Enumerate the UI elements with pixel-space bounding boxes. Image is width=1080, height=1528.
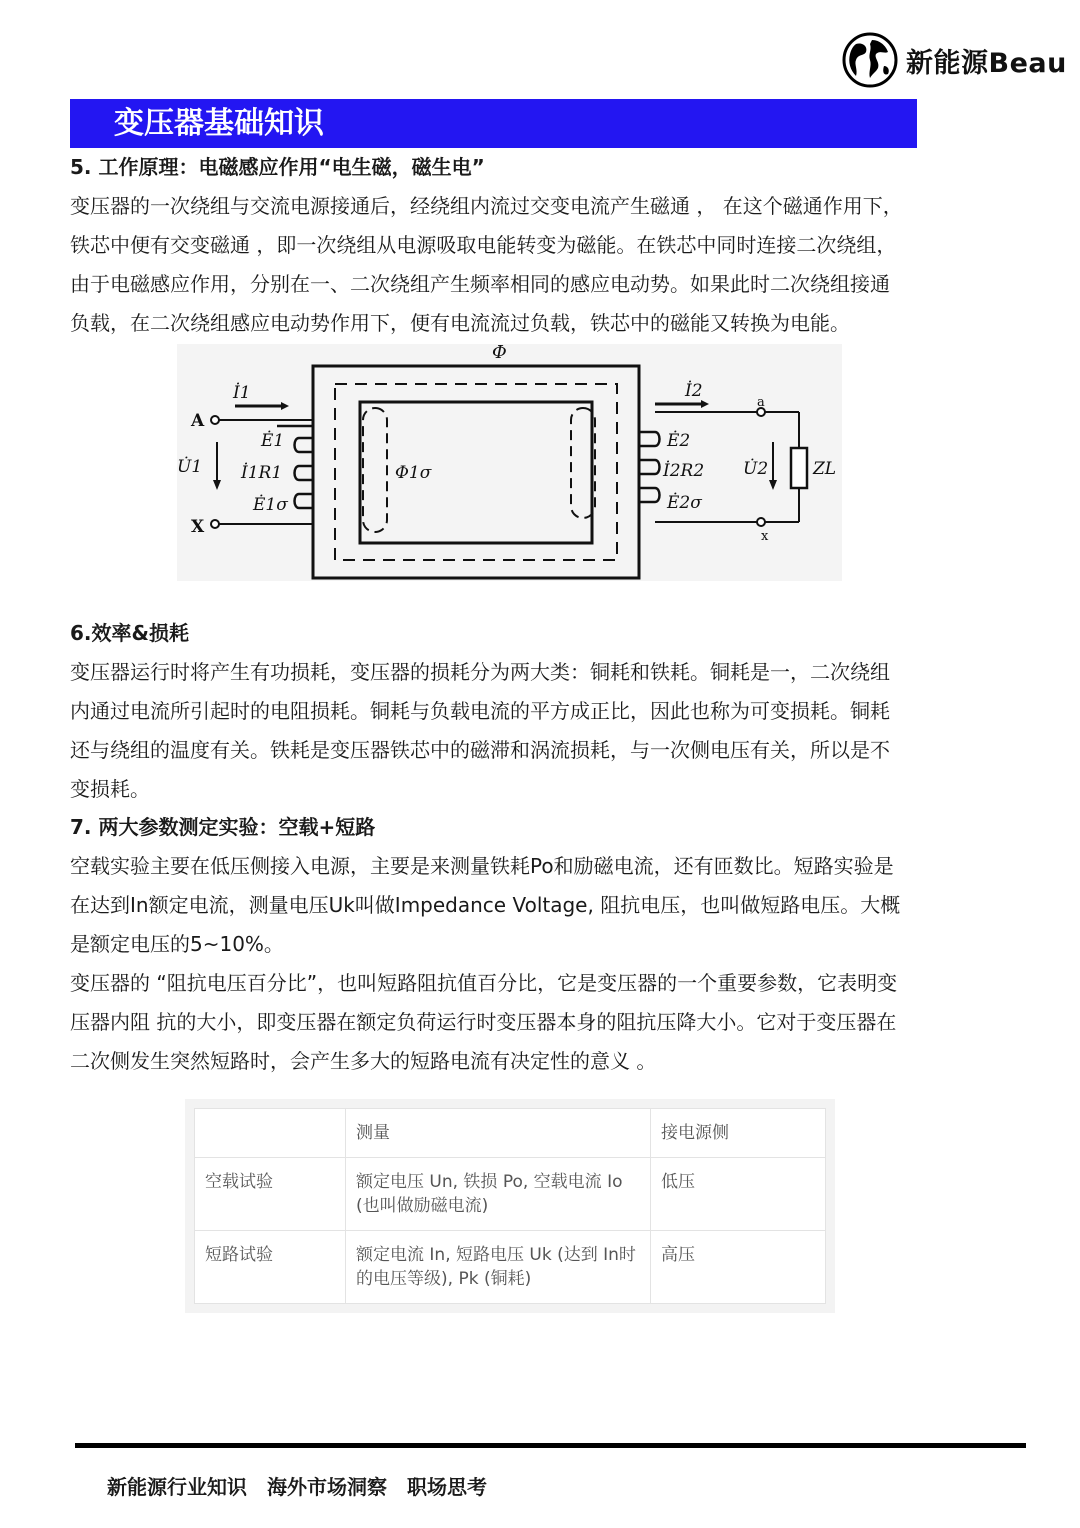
label-e2s: Ė2σ <box>667 493 702 513</box>
table-header-row <box>195 1109 826 1158</box>
paragraph-line: 铁芯中便有交变磁通 ，即一次绕组从电源吸取电能转变为磁能。在铁芯中同时连接二次绕组， <box>70 233 897 257</box>
table-header-cell: 接电源侧 <box>651 1109 826 1158</box>
paragraph-line: 压器内阻 抗的大小，即变压器在额定负荷运行时变压器本身的阻抗压降大小。它对于变压器在 <box>70 1010 897 1034</box>
label-i2: İ2 <box>685 381 703 401</box>
label-a-lower: a <box>757 395 765 410</box>
load-resistor <box>791 448 807 488</box>
secondary-winding <box>639 432 660 502</box>
footer-item: 新能源行业知识 <box>107 1475 247 1499</box>
label-e1s: Ė1σ <box>253 495 288 515</box>
paragraph-line: 变压器的一次绕组与交流电源接通后，经绕组内流过交变电流产生磁通 ， 在这个磁通作用下， <box>70 194 903 218</box>
paragraph-line: 在达到In额定电流，测量电压Uk叫做Impedance Voltage, 阻抗电压，也叫做短路电压。大概 <box>70 893 901 917</box>
brand <box>842 32 1067 88</box>
label-phi: Φ <box>492 344 507 363</box>
section-efficiency-loss <box>70 614 990 809</box>
table-cell: 空载试验 <box>195 1158 346 1231</box>
table-cell: 低压 <box>651 1158 826 1231</box>
label-x-lower: x <box>761 529 769 544</box>
label-i2r2: İ2R2 <box>663 461 705 481</box>
page-title: 变压器基础知识 <box>70 99 917 148</box>
leakage-flux-1 <box>363 408 387 532</box>
label-a-upper: A <box>191 411 205 431</box>
label-zl: ZL <box>813 459 837 479</box>
test-parameters-table <box>194 1108 826 1304</box>
table-cell: 额定电流 In, 短路电压 Uk (达到 In时的电压等级), Pk (铜耗) <box>346 1231 651 1304</box>
paragraph-line: 内通过电流所引起时的电阻损耗。铜耗与负载电流的平方成正比，因此也称为可变损耗。铜耗 <box>70 699 890 723</box>
label-i1r1: İ1R1 <box>241 463 283 483</box>
section-heading: 6.效率&损耗 <box>70 621 189 645</box>
section-parameter-tests <box>70 808 990 1081</box>
footer-item: 海外市场洞察 <box>267 1475 387 1499</box>
paragraph-line: 还与绕组的温度有关。铁耗是变压器铁芯中的磁滞和涡流损耗，与一次侧电压有关，所以是不 <box>70 738 890 762</box>
label-u2: U̇2 <box>743 459 769 479</box>
label-e1: Ė1 <box>261 431 285 451</box>
paragraph-line: 变损耗。 <box>70 777 150 801</box>
core-outer <box>313 366 639 578</box>
label-i1: İ1 <box>233 383 251 403</box>
footer <box>107 1471 487 1500</box>
paragraph-line: 负载，在二次绕组感应电动势作用下，便有电流流过负载，铁芯中的磁能又转换为电能。 <box>70 311 850 335</box>
footer-item: 职场思考 <box>407 1475 487 1499</box>
footer-divider <box>75 1443 1026 1448</box>
table-cell: 高压 <box>651 1231 826 1304</box>
label-phi1s: Φ1σ <box>395 463 432 483</box>
paragraph-line: 由于电磁感应作用，分别在一、二次绕组产生频率相同的感应电动势。如果此时二次绕组接通 <box>70 272 890 296</box>
label-u1: U̇1 <box>177 457 203 477</box>
brand-name: 新能源Beau <box>906 47 1067 79</box>
section-working-principle <box>70 148 990 343</box>
paragraph-line: 变压器的 “阻抗电压百分比”，也叫短路阻抗值百分比，它是变压器的一个重要参数，它表明变 <box>70 971 898 995</box>
globe-icon <box>842 32 898 88</box>
paragraph-line: 二次侧发生突然短路时，会产生多大的短路电流有决定性的意义 。 <box>70 1049 657 1073</box>
section-heading: 5. 工作原理：电磁感应作用“电生磁，磁生电” <box>70 155 485 179</box>
label-e2: Ė2 <box>667 431 691 451</box>
table-cell: 额定电压 Un, 铁损 Po, 空载电流 Io (也叫做励磁电流) <box>346 1158 651 1231</box>
table-row <box>195 1158 826 1231</box>
paragraph-line: 变压器运行时将产生有功损耗，变压器的损耗分为两大类：铜耗和铁耗。铜耗是一，二次绕组 <box>70 660 890 684</box>
transformer-diagram <box>177 344 842 581</box>
section-heading: 7. 两大参数测定实验：空载+短路 <box>70 815 376 839</box>
table-cell: 短路试验 <box>195 1231 346 1304</box>
table-header-cell <box>195 1109 346 1158</box>
table-header-cell: 测量 <box>346 1109 651 1158</box>
main-flux-path <box>335 384 617 560</box>
table-row <box>195 1231 826 1304</box>
label-x-upper: X <box>191 517 205 537</box>
paragraph-line: 空载实验主要在低压侧接入电源，主要是来测量铁耗Po和励磁电流，还有匝数比。短路实验是 <box>70 854 894 878</box>
paragraph-line: 是额定电压的5~10%。 <box>70 932 284 956</box>
